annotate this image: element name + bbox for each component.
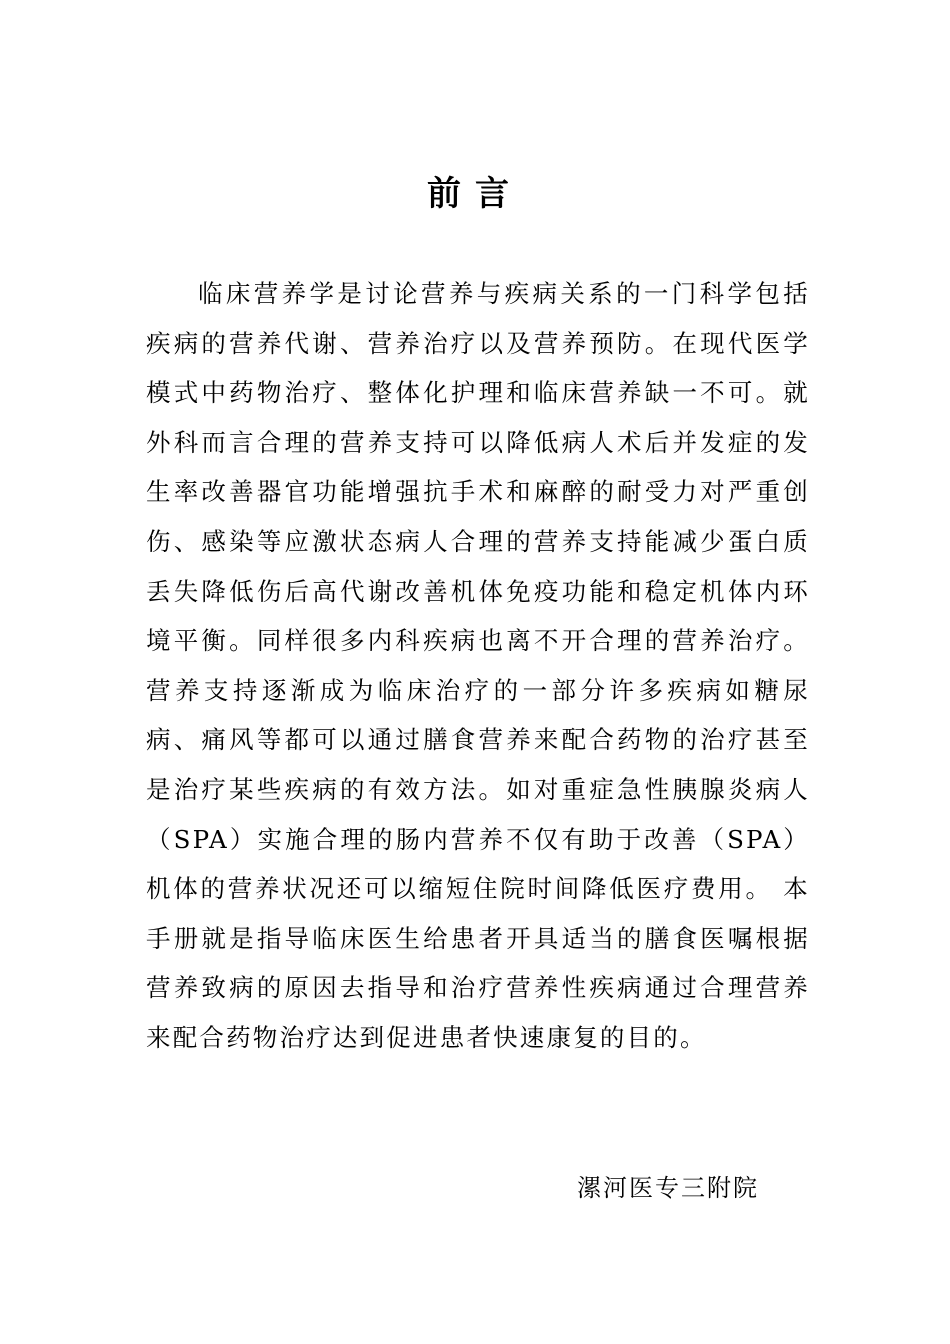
signature: 漯河医专三附院: [577, 1174, 759, 1202]
preface-paragraph: 临床营养学是讨论营养与疾病关系的一门科学包括疾病的营养代谢、营养治疗以及营养预防。在现代医学模式中药物治疗、整体化护理和临床营养缺一不可。就外科而言合理的营养支持可以降低病人术后并发症的发生率改善器官功能增强抗手术和麻醉的耐受力对严重创伤、感染等应激状态病人合理的营养支持能减少蛋白质丢失降低伤后高代谢改善机体免疫功能和稳定机体内环境平衡。同样很多内科疾病也离不开合理的营养治疗。营养支持逐渐成为临床治疗的一部分许多疾病如糖尿病、痛风等都可以通过膳食营养来配合药物的治疗甚至是治疗某些疾病的有效方法。如对重症急性胰腺炎病人（SPA）实施合理的肠内营养不仅有助于改善（SPA）机体的营养状况还可以缩短住院时间降低医疗费用。 本手册就是指导临床医生给患者开具适当的膳食医嘱根据营养致病的原因去指导和治疗营养性疾病通过合理营养来配合药物治疗达到促进患者快速康复的目的。: [146, 279, 810, 1052]
page-title: 前言: [427, 174, 523, 214]
